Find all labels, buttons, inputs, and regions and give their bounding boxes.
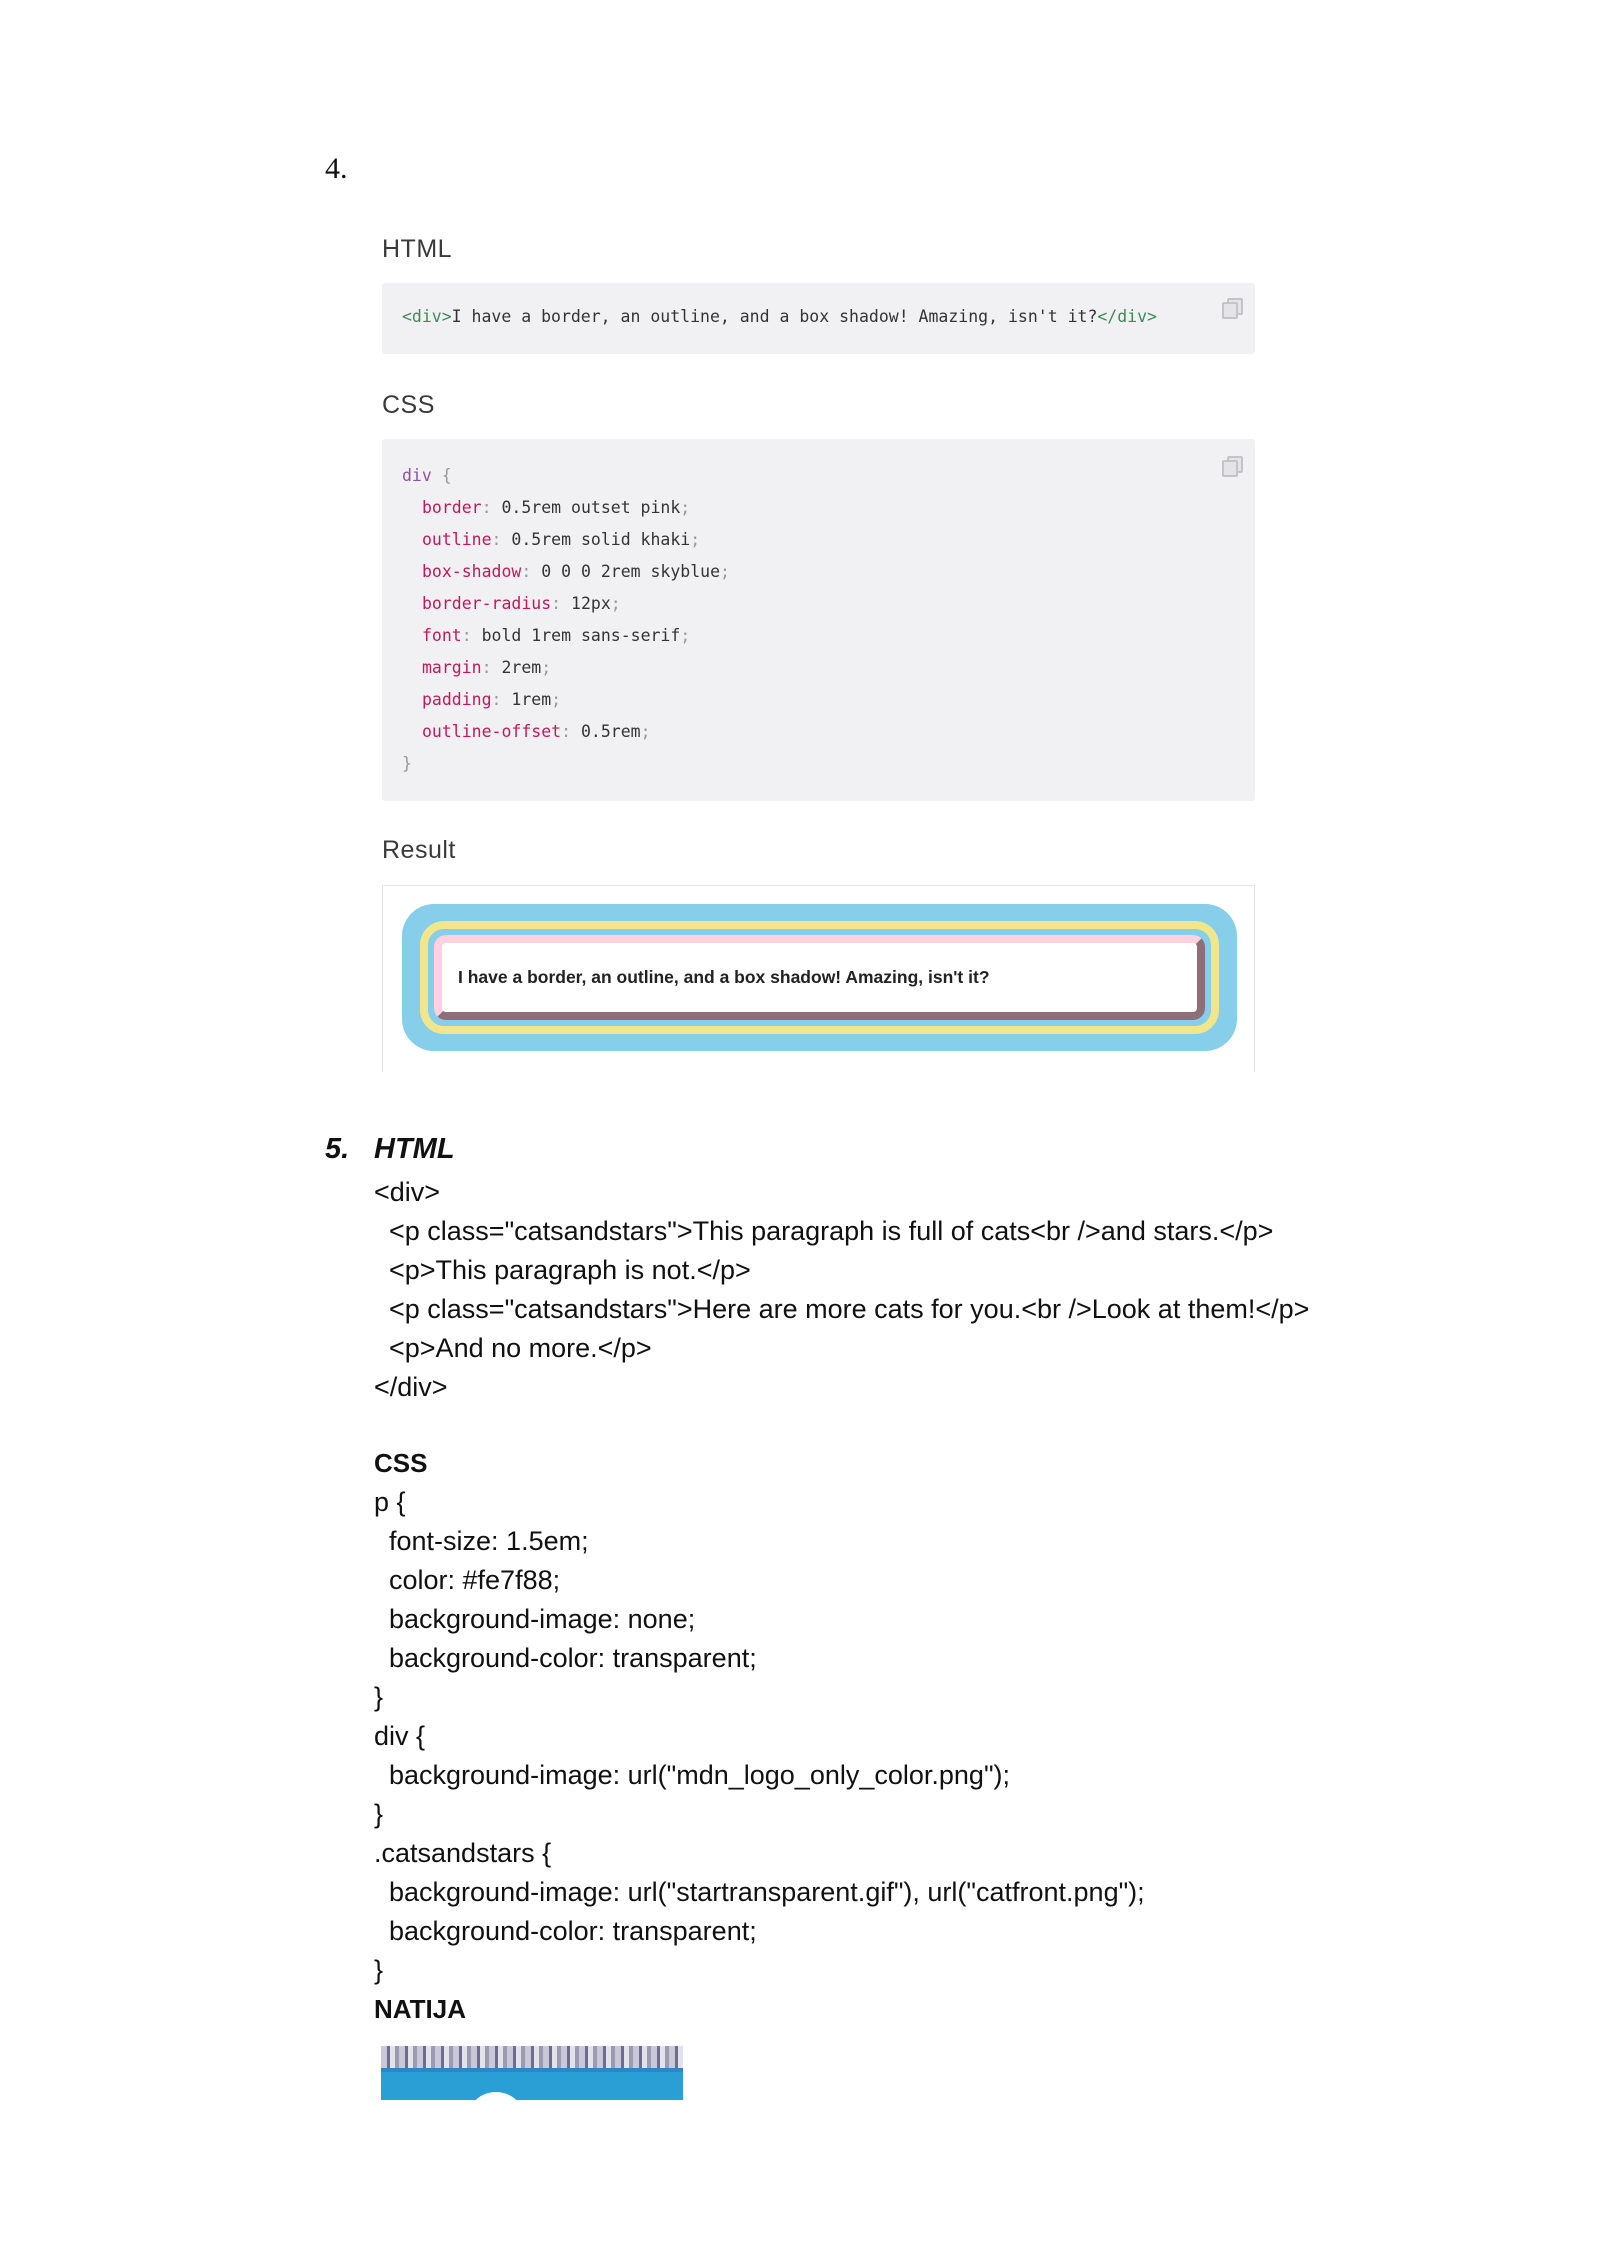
result-demo-text: I have a border, an outline, and a box shadow! Amazing, isn't it? (458, 967, 990, 987)
css-value: 0 0 0 2rem skyblue (541, 562, 721, 581)
code-close-tag: </div> (1097, 307, 1157, 326)
css-value: 12px (571, 594, 611, 613)
css-line: } (374, 1682, 384, 1712)
result-demo-box (434, 935, 1205, 1020)
css-code-listing (374, 1483, 1145, 1990)
copy-icon[interactable] (1222, 456, 1240, 474)
html-line: <p class="catsandstars">Here are more cats for you.<br />Look at them!</p> (374, 1294, 1310, 1324)
css-line: background-color: transparent; (374, 1643, 757, 1673)
css-line: font-size: 1.5em; (374, 1526, 589, 1556)
css-property: font (422, 626, 462, 645)
css-section-label: CSS (382, 391, 435, 419)
code-open-tag: <div> (402, 307, 452, 326)
css-declaration-line: box-shadow: 0 0 0 2rem skyblue; (422, 562, 730, 581)
css-line: color: #fe7f88; (374, 1565, 561, 1595)
css-declaration-line: border: 0.5rem outset pink; (422, 498, 691, 517)
css-value: 2rem (501, 658, 542, 677)
item-number-4: 4. (325, 152, 348, 185)
css-declaration-line: border-radius: 12px; (422, 594, 621, 613)
css-property: box-shadow (422, 562, 522, 581)
css-property: padding (422, 690, 492, 709)
css-value: 0.5rem (580, 722, 641, 741)
css-property: border (422, 498, 482, 517)
css-declaration-line: padding: 1rem; (422, 690, 562, 709)
css-line: div { (374, 1721, 426, 1751)
item-number-5: 5. (325, 1133, 350, 1165)
html-line: <p>And no more.</p> (374, 1333, 652, 1363)
css-line: background-image: url("mdn_logo_only_color.png"); (374, 1760, 1011, 1790)
result-heading: NATIJA (374, 1994, 466, 2024)
thumbnail-shape (466, 2092, 526, 2100)
html-section-label: HTML (382, 235, 453, 263)
code-text: I have a border, an outline, and a box shadow! Amazing, isn't it? (451, 307, 1098, 326)
html-code-block (382, 283, 1255, 354)
html-line: <p>This paragraph is not.</p> (374, 1255, 751, 1285)
css-property: outline-offset (422, 722, 562, 741)
css-declaration-line: outline: 0.5rem solid khaki; (422, 530, 701, 549)
css-heading: CSS (374, 1448, 428, 1478)
css-value: 1rem (511, 690, 552, 709)
css-selector-line (402, 466, 452, 486)
css-code-block (382, 439, 1255, 801)
thumbnail-top-strip (381, 2046, 683, 2068)
css-property: border-radius (422, 594, 552, 613)
html-line: <div> (374, 1177, 441, 1207)
css-line: background-color: transparent; (374, 1916, 757, 1946)
css-value: 0.5rem solid khaki (511, 530, 691, 549)
css-property: outline (422, 530, 492, 549)
css-value: bold 1rem sans-serif (481, 626, 681, 645)
html-line: </div> (374, 1372, 448, 1402)
css-value: 0.5rem outset pink (501, 498, 681, 517)
html-line: <p class="catsandstars">This paragraph is full of cats<br />and stars.</p> (374, 1216, 1274, 1246)
css-line: } (374, 1955, 384, 1985)
result-thumbnail-image (381, 2046, 683, 2100)
css-line: p { (374, 1487, 406, 1517)
result-section-label: Result (382, 836, 456, 864)
css-line: } (374, 1799, 384, 1829)
html-code-listing (374, 1173, 1309, 1407)
css-property: margin (422, 658, 482, 677)
copy-icon[interactable] (1222, 298, 1240, 316)
css-line: background-image: none; (374, 1604, 696, 1634)
thumbnail-mid-strip (381, 2068, 683, 2072)
css-open-brace: { (441, 466, 452, 485)
css-selector: div (402, 466, 432, 485)
html-heading: HTML (374, 1133, 455, 1165)
css-line: background-image: url("startransparent.gif"), url("catfront.png"); (374, 1877, 1145, 1907)
css-declaration-line: margin: 2rem; (422, 658, 552, 677)
html-code-line (402, 307, 1157, 327)
css-declaration-line: font: bold 1rem sans-serif; (422, 626, 691, 645)
result-frame (382, 885, 1255, 1072)
css-line: .catsandstars { (374, 1838, 552, 1868)
css-close-brace: } (402, 754, 412, 773)
css-declaration-line: outline-offset: 0.5rem; (422, 722, 651, 741)
